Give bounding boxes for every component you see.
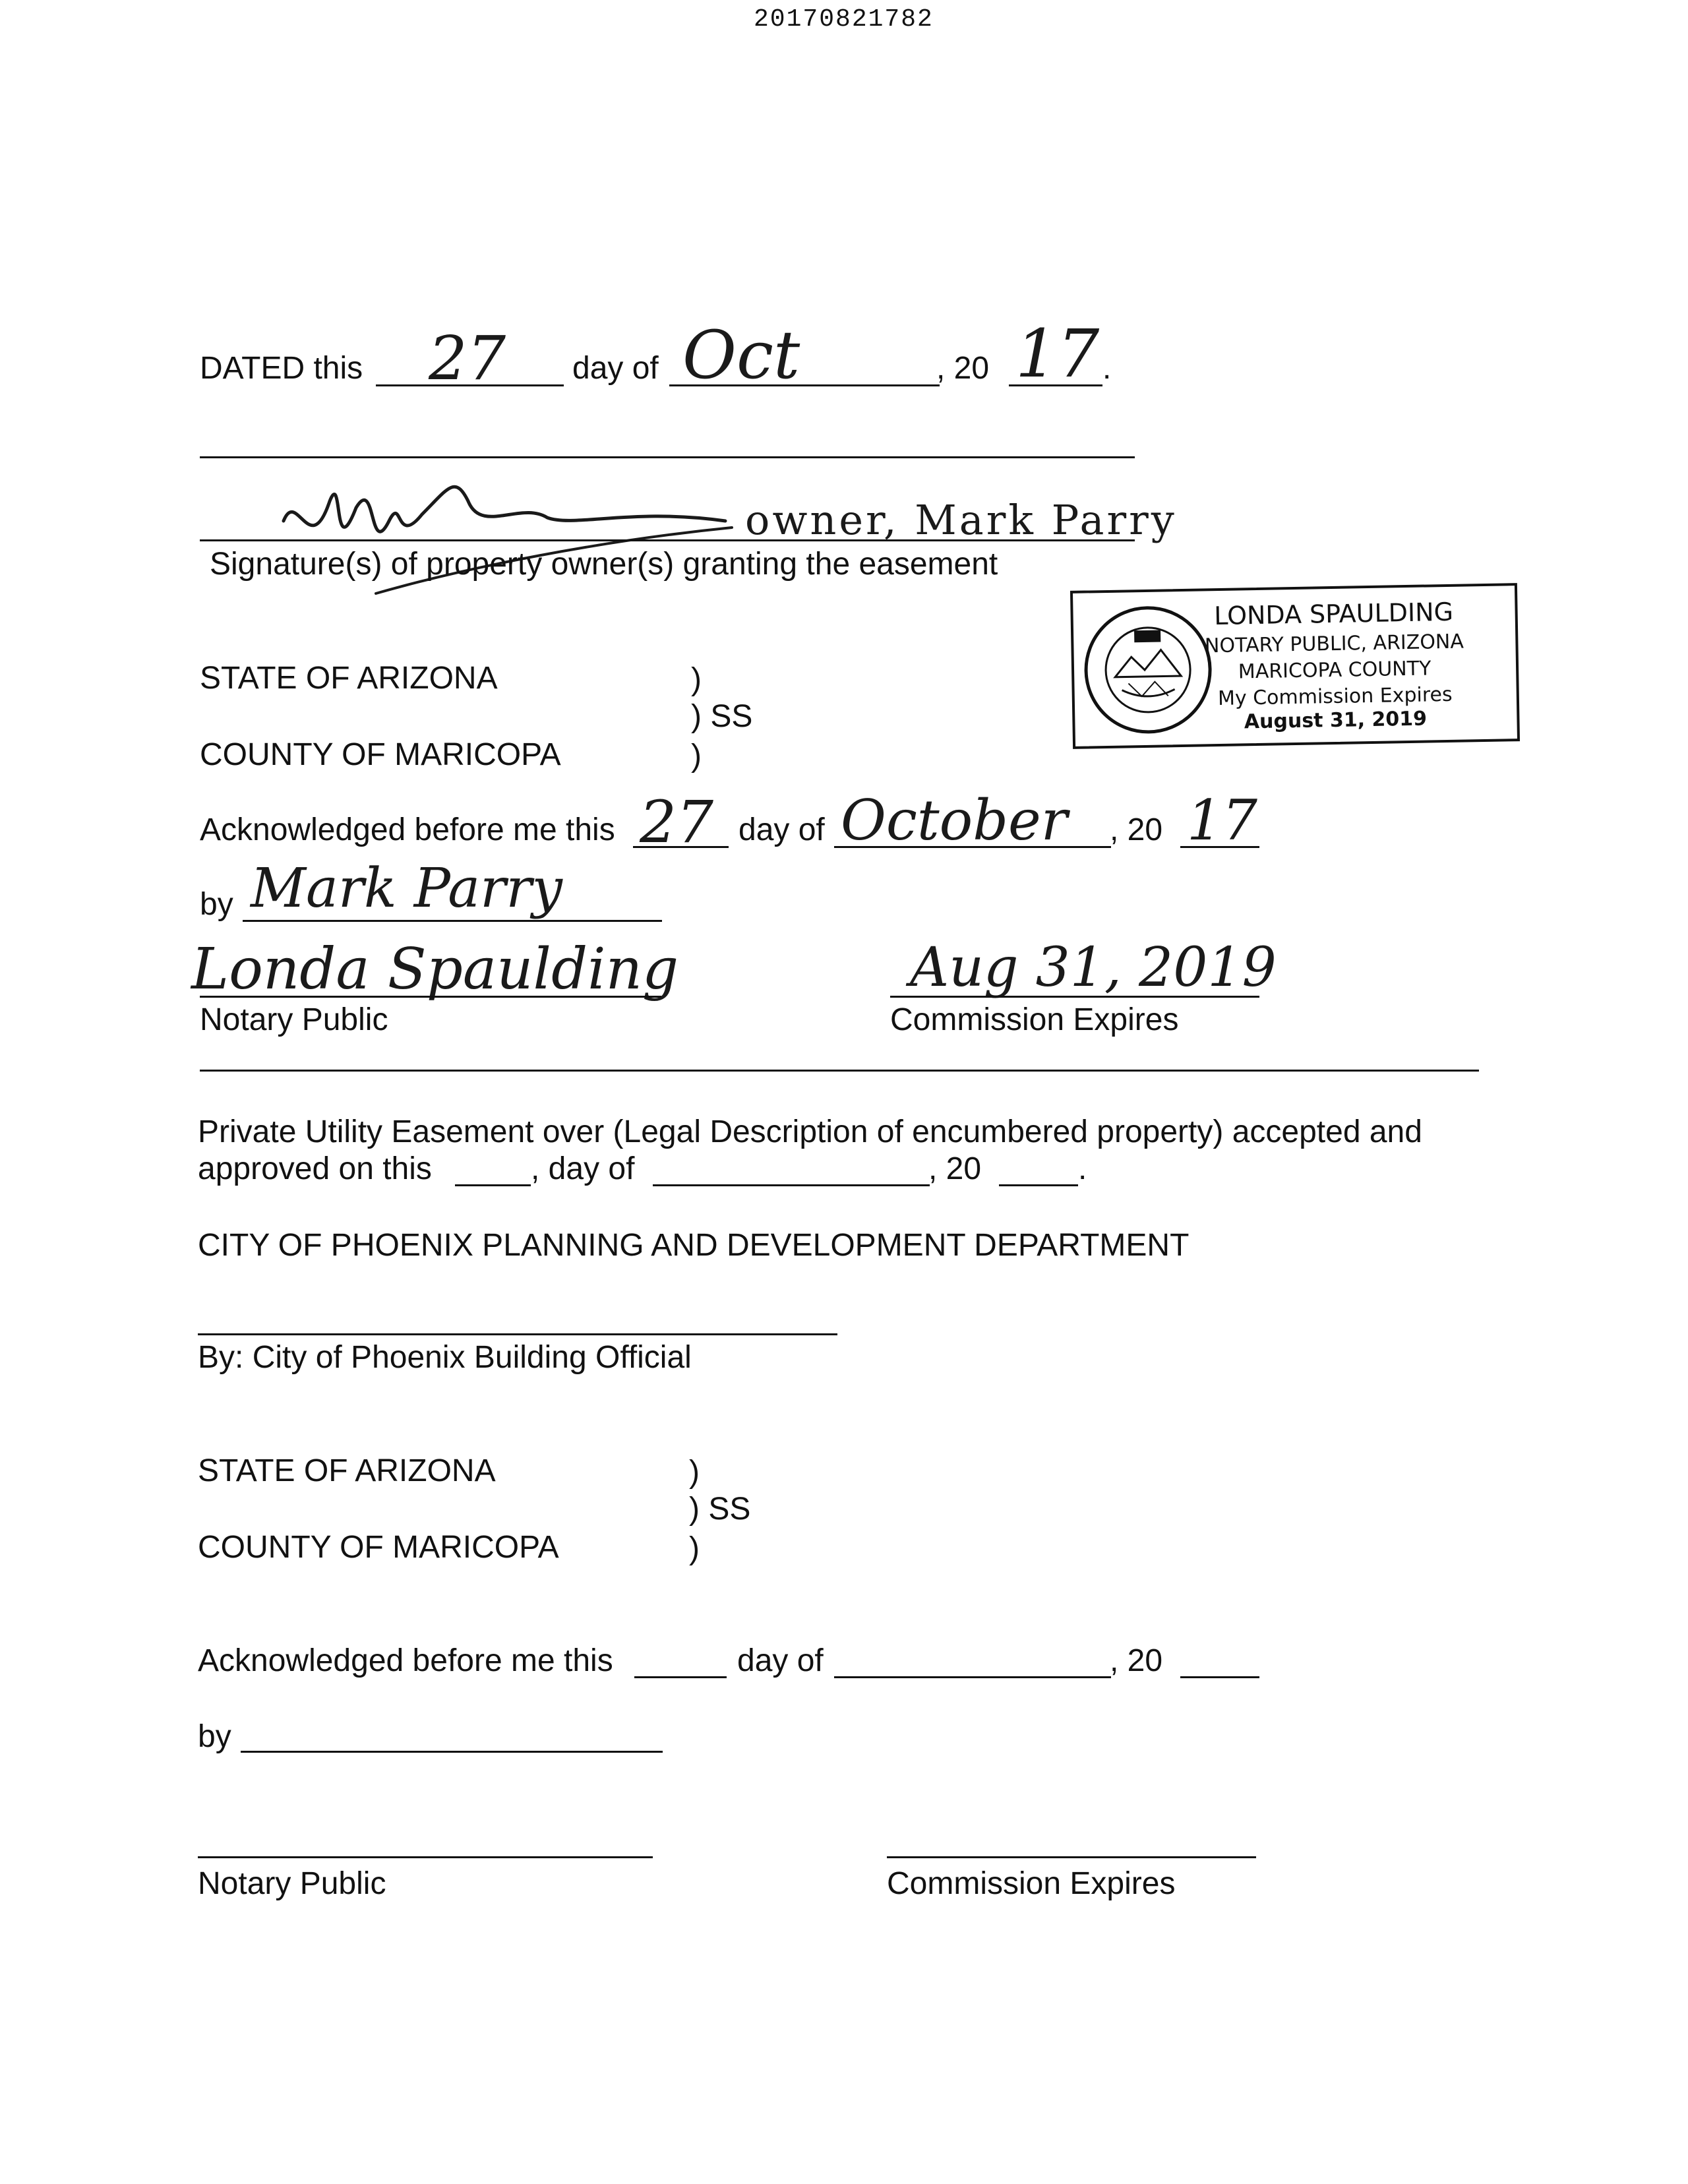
venue1-ss: ) SS bbox=[691, 699, 753, 734]
ack1-expires-line bbox=[890, 996, 1259, 998]
dated-year-prefix: , 20 bbox=[936, 351, 990, 386]
venue2-paren-bottom: ) bbox=[689, 1531, 700, 1566]
approval-line2-a: approved on this bbox=[198, 1151, 432, 1186]
ack1-year-prefix: , 20 bbox=[1110, 812, 1163, 847]
ack2-prefix: Acknowledged before me this bbox=[198, 1643, 613, 1678]
ack2-by-label: by bbox=[198, 1719, 231, 1754]
owner-signature-line bbox=[200, 539, 1135, 541]
approval-line2-d: . bbox=[1078, 1151, 1087, 1186]
ack1-expires-label: Commission Expires bbox=[890, 1002, 1179, 1037]
dated-day-handwritten: 27 bbox=[429, 323, 506, 394]
section-separator bbox=[200, 1070, 1479, 1072]
notary-stamp-date: August 31, 2019 bbox=[1244, 707, 1428, 734]
dated-day-of: day of bbox=[572, 351, 659, 386]
notary-stamp-county: MARICOPA COUNTY bbox=[1238, 657, 1432, 684]
venue1-county: COUNTY OF MARICOPA bbox=[200, 737, 561, 772]
ack2-notary-label: Notary Public bbox=[198, 1866, 386, 1901]
department-heading: CITY OF PHOENIX PLANNING AND DEVELOPMENT DEPARTMENT bbox=[198, 1228, 1190, 1263]
ack1-notary-label: Notary Public bbox=[200, 1002, 388, 1037]
approval-year-line bbox=[999, 1184, 1078, 1186]
blank-signature-line bbox=[200, 456, 1135, 458]
ack2-day-of: day of bbox=[737, 1643, 824, 1678]
approval-month-line bbox=[653, 1184, 930, 1186]
venue2-paren-top: ) bbox=[689, 1455, 700, 1490]
ack2-notary-line bbox=[198, 1856, 653, 1858]
ack2-by-line bbox=[241, 1751, 663, 1753]
approval-day-line bbox=[455, 1184, 531, 1186]
ack1-expires-handwritten: Aug 31, 2019 bbox=[910, 936, 1277, 999]
owner-signature-scribble bbox=[270, 462, 745, 607]
by-official: By: City of Phoenix Building Official bbox=[198, 1340, 692, 1375]
ack1-by-name-handwritten: Mark Parry bbox=[251, 857, 562, 920]
notary-stamp-commission: My Commission Expires bbox=[1217, 682, 1453, 711]
notary-stamp bbox=[1070, 583, 1520, 749]
dated-prefix: DATED this bbox=[200, 351, 363, 386]
ack1-notary-line bbox=[200, 996, 661, 998]
document-number: 20170821782 bbox=[754, 5, 934, 34]
venue2-ss: ) SS bbox=[689, 1492, 751, 1527]
venue2-state: STATE OF ARIZONA bbox=[198, 1453, 496, 1488]
ack2-expires-line bbox=[887, 1856, 1256, 1858]
venue1-paren-bottom: ) bbox=[691, 739, 702, 774]
dated-month-handwritten: Oct bbox=[682, 317, 800, 394]
ack2-day-line bbox=[634, 1676, 727, 1678]
owner-signature-caption: Signature(s) of property owner(s) granting the easement bbox=[210, 547, 998, 582]
dated-year-handwritten: 17 bbox=[1015, 315, 1100, 392]
ack1-by-line bbox=[243, 920, 662, 922]
owner-name-handwritten: owner, Mark Parry bbox=[745, 496, 1177, 544]
venue2-county: COUNTY OF MARICOPA bbox=[198, 1530, 559, 1565]
ack1-day-handwritten: 27 bbox=[640, 788, 713, 856]
ack1-by-label: by bbox=[200, 887, 233, 922]
venue1-state: STATE OF ARIZONA bbox=[200, 661, 498, 696]
ack1-month-handwritten: October bbox=[841, 788, 1068, 853]
ack1-day-of: day of bbox=[738, 812, 825, 847]
ack2-month-line bbox=[834, 1676, 1111, 1678]
approval-line2-b: , day of bbox=[531, 1151, 635, 1186]
ack1-prefix: Acknowledged before me this bbox=[200, 812, 615, 847]
official-signature-line bbox=[198, 1333, 837, 1335]
ack2-year-line bbox=[1180, 1676, 1259, 1678]
ack1-notary-signature: Londa Spaulding bbox=[191, 936, 679, 1002]
dated-period: . bbox=[1102, 351, 1112, 386]
notary-stamp-name: LONDA SPAULDING bbox=[1213, 597, 1454, 631]
notary-stamp-title: NOTARY PUBLIC, ARIZONA bbox=[1204, 630, 1464, 658]
ack2-expires-label: Commission Expires bbox=[887, 1866, 1176, 1901]
approval-line2-c: , 20 bbox=[928, 1151, 982, 1186]
approval-line1: Private Utility Easement over (Legal Description of encumbered property) accepted and bbox=[198, 1114, 1422, 1149]
ack2-year-prefix: , 20 bbox=[1110, 1643, 1163, 1678]
ack1-year-handwritten: 17 bbox=[1187, 788, 1257, 853]
venue1-paren-top: ) bbox=[691, 662, 702, 697]
